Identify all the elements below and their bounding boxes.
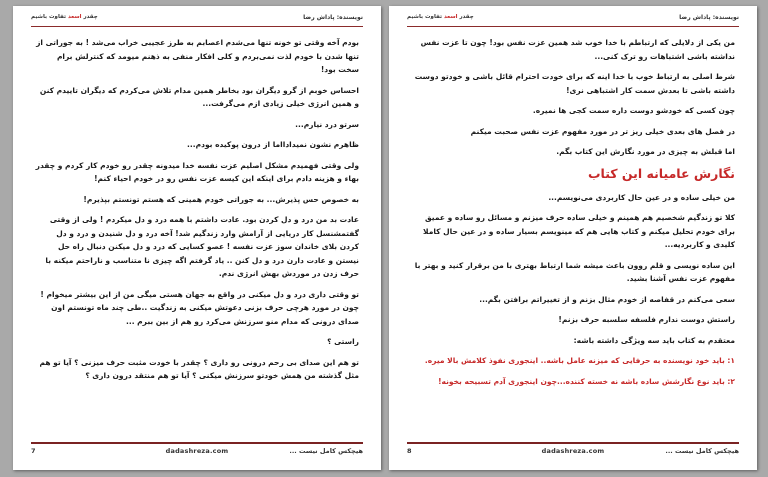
slogan-part: چقدر xyxy=(83,14,98,20)
footer-divider xyxy=(31,442,363,444)
slogan-part: تفاوت باشیم xyxy=(407,14,443,20)
paragraph: کلا تو زندگیم شخصیم هم همینم و خیلی ساده حرف میزنم و مسائل رو ساده و عمیق برای خودم تحلیل میکنم و کتاب هایی هم که مینویسم بسیار ساده و در عین حال کاملا کلیدی و کاربردیه... xyxy=(423,213,735,249)
header-title: نویسنده: پاداش رضا xyxy=(303,14,363,21)
red-list-item: ۱: باید خود نویسنده به حرفایی که میزنه عامل باشه.. اینجوری نفوذ کلامش بالا میره. xyxy=(424,356,735,365)
section-heading: نگارش عامیانه این کتاب xyxy=(587,165,735,181)
paragraph: به خصوص حس پذیرش... به جوراتی خودم همینی که هستم تونستم بپذیرم! xyxy=(83,194,359,204)
slogan-part: تفاوت باشیم xyxy=(31,14,67,20)
slogan-part: چقدر xyxy=(459,14,474,20)
footer-motto: هیچکس کامل نیست ... xyxy=(289,447,363,455)
page-footer xyxy=(31,447,363,459)
paragraph: من یکی از دلایلی که ارتباطم با خدا خوب شد همین عزت نفس بود! چون تا عزت نفس نداشته باشی اشتباهات رو ترک کنی... xyxy=(420,38,735,61)
paragraph: ظاهرم نشون نمیدادااما از درون پوکیده بودم... xyxy=(187,140,359,149)
paragraph: اما قبلش به چیزی در مورد نگارش این کتاب بگم. xyxy=(556,147,735,156)
header-divider xyxy=(407,26,739,27)
footer-motto: هیچکس کامل نیست ... xyxy=(665,447,739,455)
page-7 xyxy=(13,6,381,470)
slogan-accent: اسعد xyxy=(67,14,82,20)
paragraph: چون کسی که خودشو دوست داره سمت کجی ها نمیره. xyxy=(532,106,735,115)
footer-divider xyxy=(407,442,739,444)
paragraph: شرط اصلی به ارتباط خوب با خدا اینه که برای خودت احترام قائل باشی و خودتو دوست داشته باشی تا بعدش سمت کار اشتباهی نری! xyxy=(414,72,735,95)
paragraph: معتقدم به کتاب باید سه ویژگی داشته باشه: xyxy=(573,335,735,345)
paragraph: سعی می‌کنم در قفاصه از خودم مثال بزنم و از تغییراتم برافتن بگم... xyxy=(479,294,735,304)
page-8 xyxy=(389,6,757,470)
red-list-item: ۲: باید نوع نگارشش ساده باشه نه خسته کننده...چون اینجوری آدم تسبیحه بخونه! xyxy=(438,376,735,386)
header-title: نویسنده: پاداش رضا xyxy=(679,14,739,21)
header-slogan xyxy=(407,14,474,20)
paragraph: این ساده نویسی و قلم روون باعث میشه شما ارتباط بهتری با من برقرار کنید و بهتر با مفهوم عزت نفس آشنا بشید. xyxy=(414,260,735,283)
paragraph: ولی وقتی فهمیدم مشکل اصلیم عزت نفسه خدا میدونه چقدر رو خودم کار کردم و چقدر بهاء و هزینه دادم برای اینکه این کیسه عزت نفس رو در خودم احیاء کنم! xyxy=(35,160,359,183)
paragraph: احساس خوبم از گرو دیگران بود بخاطر همین مدام تلاش می‌کردم که دیگران تاییدم کنن و همین انرژی خیلی زیادی ازم می‌گرفت... xyxy=(39,85,359,108)
footer-website: dadashreza.com xyxy=(541,447,605,455)
page-body xyxy=(35,36,359,440)
paragraph: تو هم این صدای بی رحم درونی رو داری ؟ چقدر با خودت مثبت حرف میزنی ؟ آیا تو هم مثل گذشته من همش خودتو سرزنش میکنی ؟ آیا تو هم منتقد درون داری ؟ xyxy=(39,357,359,380)
page-header xyxy=(31,14,363,26)
paragraph: در فصل های بعدی خیلی ریز تر در مورد مفهوم عزت نفس صحبت میکنم xyxy=(470,126,735,136)
paragraph: راستی ؟ xyxy=(327,337,359,346)
paragraph: راستش دوست ندارم فلسفه سلسبه حرف بزنم! xyxy=(558,315,735,324)
page-number: 7 xyxy=(31,447,36,455)
page-header xyxy=(407,14,739,26)
page-body xyxy=(411,36,735,440)
header-slogan xyxy=(31,14,98,20)
header-divider xyxy=(31,26,363,27)
page-number: 8 xyxy=(407,447,412,455)
slogan-accent: اسعد xyxy=(443,14,458,20)
paragraph: تو وقتی داری درد و دل میکنی در واقع به جهان هستی میگی من از این بیشتر میخوام ! چون در مورد هرچی حرف بزنی دعوتش میکنی به زندگیت ..طی چند ماه تونستم اون صدای درونی که مدام منو سرزنش می‌کرد رو هم از بین ببرم ... xyxy=(40,289,359,326)
footer-website: dadashreza.com xyxy=(165,447,229,455)
paragraph: بودم آخه وقتی تو خونه تنها می‌شدم اعصابم به طرز عجیبی خراب می‌شد ! به جوراتی از تنها شدن با خودم لذت نمی‌بردم و کلی افکار منفی به ذهنم میومد که کنترلش برام سخت بود! xyxy=(36,38,359,74)
paragraph: من خیلی ساده و در عین حال کاربردی می‌نویسم... xyxy=(548,192,735,202)
paragraph: سرتو درد نیارم... xyxy=(295,119,359,129)
page-footer xyxy=(407,447,739,459)
paragraph: عادت بد من درد و دل کردن بود. عادت داشتم با همه درد و دل میکردم ! ولی از وقتی گفتمشنسل کار دریایی از آرامش وارد زندگیم شد! آخه درد و دل شنیدن و درد و دل کردن بلای خاندان سوز عزت نفسه ! عصو کسایی که درد و دل میکنن دنبال راه حل نیستن و عادت دارن درد و دل کنن .. یاد گرفتم اگه چیزی نا متناسب و ناراحتم میکنه با حرف زدن در موردش بهش انرژی ندم. xyxy=(45,215,359,278)
